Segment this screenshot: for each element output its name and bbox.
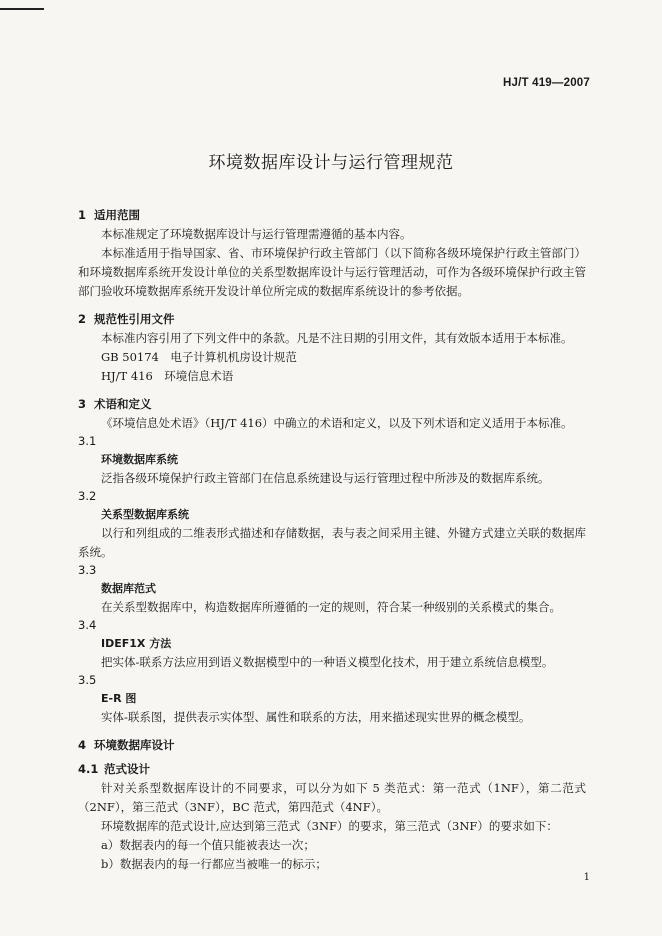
term-name: 数据库范式: [101, 582, 156, 595]
term-number: 3.4: [78, 618, 97, 632]
term-name: 关系型数据库系统: [101, 508, 189, 521]
term-number: 3.2: [78, 489, 97, 503]
section-2-heading: [78, 309, 586, 329]
term-name: 环境数据库系统: [101, 453, 178, 466]
subsection-4-1-heading: [78, 759, 586, 779]
section-number: 3: [78, 397, 87, 411]
subsection-number: 4.1: [78, 762, 99, 776]
term-definition: 在关系型数据库中，构造数据库所遵循的一定的规则，符合某一种级别的关系模式的集合。: [101, 600, 561, 614]
term-definition: 实体-联系图，提供表示实体型、属性和联系的方法，用来描述现实世界的概念模型。: [101, 710, 531, 724]
document-title: 环境数据库设计与运行管理规范: [208, 153, 454, 173]
section-number: 4: [78, 738, 87, 752]
paragraph: 《环境信息处术语》（HJ/T 416）中确立的术语和定义，以及下列术语和定义适用于本标准。: [101, 416, 573, 430]
corner-rule: [0, 8, 44, 10]
section-number: 2: [78, 312, 87, 326]
paragraph: 环境数据库的范式设计,应达到第三范式（3NF）的要求，第三范式（3NF）的要求如下：: [101, 819, 558, 833]
reference-item: HJ/T 416 环境信息术语: [101, 369, 234, 383]
section-title: 规范性引用文件: [94, 312, 175, 326]
list-item: b）数据表内的每一行都应当被唯一的标示；: [101, 857, 327, 871]
standard-code: HJ/T 419—2007: [503, 77, 590, 89]
paragraph: 本标准适用于指导国家、省、市环境保护行政主管部门（以下简称各级环境保护行政主管部门）和环境数据库系统开发设计单位的关系型数据库设计与运行管理活动，可作为各级环境保护行政主管部门验收环境数据库系统开发设计单位所完成的数据库系统设计的参考依据。: [78, 246, 586, 298]
term-number: 3.5: [78, 673, 97, 687]
term-definition: 把实体-联系方法应用到语义数据模型中的一种语义模型化技术，用于建立系统信息模型。: [101, 655, 554, 669]
subsection-title: 范式设计: [104, 762, 150, 776]
paragraph: 本标准内容引用了下列文件中的条款。凡是不注日期的引用文件，其有效版本适用于本标准。: [101, 331, 573, 345]
section-1-heading: [78, 205, 586, 225]
term-definition: 以行和列组成的二维表形式描述和存储数据，表与表之间采用主键、外键方式建立关联的数据库系统。: [78, 526, 586, 559]
list-item: a）数据表内的每一个值只能被表达一次；: [101, 838, 315, 852]
section-4-heading: [78, 735, 586, 755]
paragraph: 本标准规定了环境数据库设计与运行管理需遵循的基本内容。: [101, 227, 412, 241]
page-number: 1: [583, 872, 590, 883]
term-definition: 泛指各级环境保护行政主管部门在信息系统建设与运行管理过程中所涉及的数据库系统。: [101, 471, 550, 485]
document-body: [78, 205, 586, 874]
section-title: 适用范围: [94, 208, 140, 222]
term-name: IDEF1X 方法: [101, 637, 172, 650]
paragraph: 针对关系型数据库设计的不同要求，可以分为如下 5 类范式：第一范式（1NF），第二范式（2NF），第三范式（3NF），BC 范式，第四范式（4NF）。: [78, 781, 586, 814]
section-title: 环境数据库设计: [94, 738, 175, 752]
reference-item: GB 50174 电子计算机机房设计规范: [101, 350, 297, 364]
term-number: 3.3: [78, 563, 97, 577]
term-number: 3.1: [78, 434, 97, 448]
section-title: 术语和定义: [94, 397, 152, 411]
section-3-heading: [78, 394, 586, 414]
section-number: 1: [78, 208, 87, 222]
term-name: E-R 图: [101, 692, 137, 705]
